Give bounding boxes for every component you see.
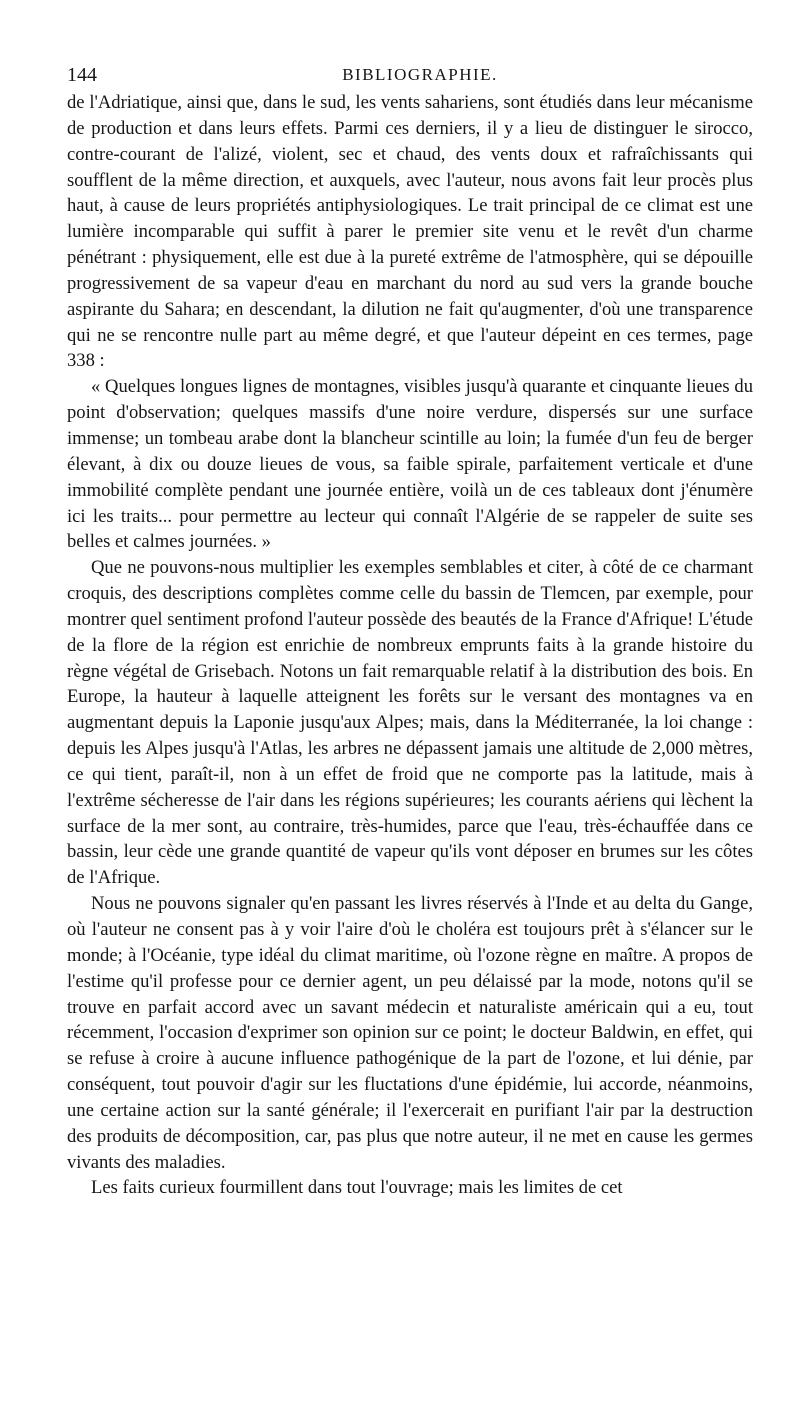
running-head: BIBLIOGRAPHIE. bbox=[342, 65, 498, 84]
paragraph-ozone: Nous ne pouvons signaler qu'en passant les livres réservés à l'Inde et au delta du Gange, où l'auteur ne consent pas à y voir l'aire d'où le choléra est toujours prêt à s'élancer sur le monde; à l'Océanie, type idéal du climat maritime, où l'ozone règne en maître. A propos de l'estime qu'il professe pour ce dernier agent, un peu délaissé par la mode, notons qu'il se trouve en parfait accord avec un savant médecin et naturaliste américain qui a eu, tout récemment, l'occasion d'exprimer son opinion sur ce point; le docteur Baldwin, en effet, qui se refuse à croire à aucune influence pathogénique de la part de l'ozone, et lui dénie, par conséquent, tout pouvoir d'agir sur les fluctations d'une épidémie, lui accorde, néanmoins, une certaine action sur la santé générale; il l'exercerait en purifiant l'air par la destruction des produits de décomposition, car, pas plus que notre auteur, il ne met en cause les germes vivants des maladies. bbox=[67, 893, 753, 1173]
paragraph-closing: Les faits curieux fourmillent dans tout l'ouvrage; mais les limites de cet bbox=[91, 1177, 623, 1199]
page-header bbox=[67, 64, 753, 86]
page-body bbox=[67, 90, 753, 1201]
paragraph-continued: de l'Adriatique, ainsi que, dans le sud, les vents sahariens, sont étudiés dans leur mécanisme de production et dans leurs effets. Parmi ces derniers, il y a lieu de distinguer le sirocco, contre-courant de l'alizé, violent, sec et chaud, des vents doux et rafraîchissants qui soufflent de la même direction, et auxquels, avec l'auteur, nous avons fait leur procès plus haut, à cause de leurs propriétés antiphysiologiques. Le trait principal de ce climat est une lumière incomparable qui suffit à parer le premier site venu et le revêt d'un charme pénétrant : physiquement, elle est due à la pureté extrême de l'atmosphère, qui se dépouille progressivement de sa vapeur d'eau en marchant du nord au sud vers la grande bouche aspirante du Sahara; en descendant, la dilution ne fait qu'augmenter, d'où une transparence qui ne se rencontre nulle part au même degré, et que l'auteur dépeint en ces termes, page 338 : bbox=[67, 92, 753, 372]
page-number: 144 bbox=[67, 64, 97, 86]
paragraph-flora: Que ne pouvons-nous multiplier les exemples semblables et citer, à côté de ce charmant croquis, des descriptions complètes comme celle du bassin de Tlemcen, par exemple, pour montrer quel sentiment profond l'auteur possède des beautés de la France d'Afrique! L'étude de la flore de la région est enrichie de nombreux emprunts faits à la grande histoire du règne végétal de Grisebach. Notons un fait remarquable relatif à la distribution des bois. En Europe, la hauteur à laquelle atteignent les forêts sur le versant des montagnes va en augmentant depuis la Laponie jusqu'aux Alpes; mais, dans la Méditerranée, la loi change : depuis les Alpes jusqu'à l'Atlas, les arbres ne dépassent jamais une altitude de 2,000 mètres, ce qui tient, paraît-il, non à un effet de froid que ne comporte pas la latitude, mais à l'extrême sécheresse de l'air dans les régions supérieures; les courants aériens qui lèchent la surface de la mer sont, au contraire, très-humides, parce que l'eau, très-échauffée dans ce bassin, leur cède une grande quantité de vapeur qu'ils vont déposer en brumes sur les côtes de l'Afrique. bbox=[67, 557, 753, 889]
paragraph-quotation: « Quelques longues lignes de montagnes, visibles jusqu'à quarante et cinquante lieues du point d'observation; quelques massifs d'une noire verdure, dispersés sur une surface immense; un tombeau arabe dont la blancheur scintille au loin; la fumée d'un feu de berger élevant, à dix ou douze lieues de vous, sa faible spirale, parfaitement verticale et d'une immobilité complète pendant une journée entière, voilà un de ces tableaux dont j'énumère ici les traits... pour permettre au lecteur qui connaît l'Algérie de se rappeler de suite ses belles et calmes journées. » bbox=[67, 376, 753, 553]
